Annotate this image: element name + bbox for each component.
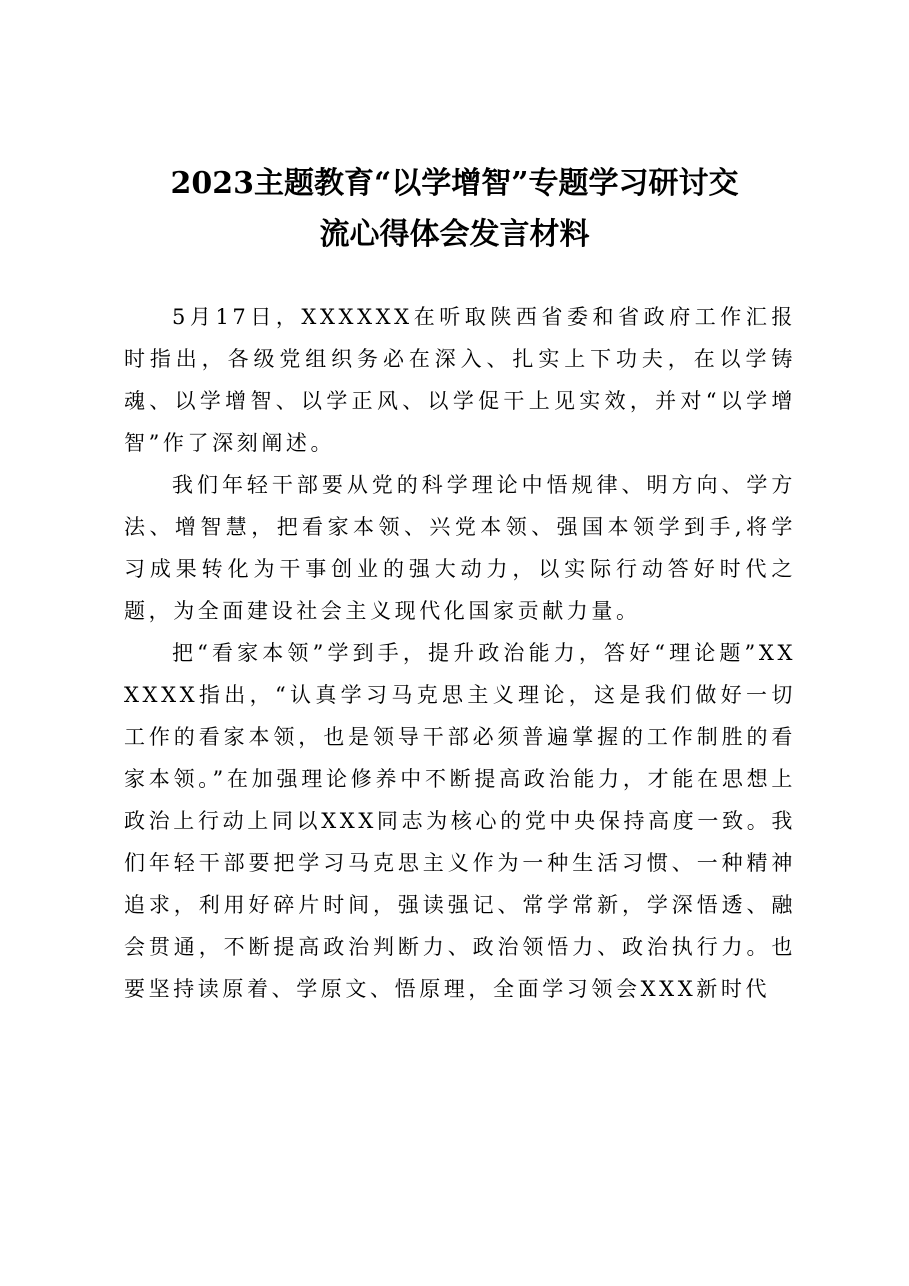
paragraph-1: 5月17日，XXXXXX在听取陕西省委和省政府工作汇报时指出，各级党组织务必在深入、扎实上下功夫，在以学铸魂、以学增智、以学正风、以学促干上见实效，并对“以学增智”作了深刻阐述。 [124,305,796,455]
paragraph-3: 把“看家本领”学到手，提升政治能力，答好“理论题”XXXXXX指出，“认真学习马克思主义理论，这是我们做好一切工作的看家本领，也是领导干部必须普遍掌握的工作制胜的看家本领。”在加强理论修养中不断提高政治能力，才能在思想上政治上行动上同以XXX同志为核心的党中央保持高度一致。我们年轻干部要把学习马克思主义作为一种生活习惯、一种精神追求，利用好碎片时间，强读强记、常学常新，学深悟透、融会贯通，不断提高政治判断力、政治领悟力、政治执行力。也要坚持读原着、学原文、悟原理，全面学习领会XXX新时代 [124,641,796,1001]
paragraph-2: 我们年轻干部要从党的科学理论中悟规律、明方向、学方法、增智慧，把看家本领、兴党本领、强国本领学到手,将学习成果转化为干事创业的强大动力，以实际行动答好时代之题，为全面建设社会主义现代化国家贡献力量。 [124,473,796,623]
title-line-1: 2023主题教育“以学增智”专题学习研讨交 [170,166,739,201]
document-body [124,296,796,1010]
document-title [100,158,809,260]
title-line-2: 流心得体会发言材料 [319,217,590,252]
